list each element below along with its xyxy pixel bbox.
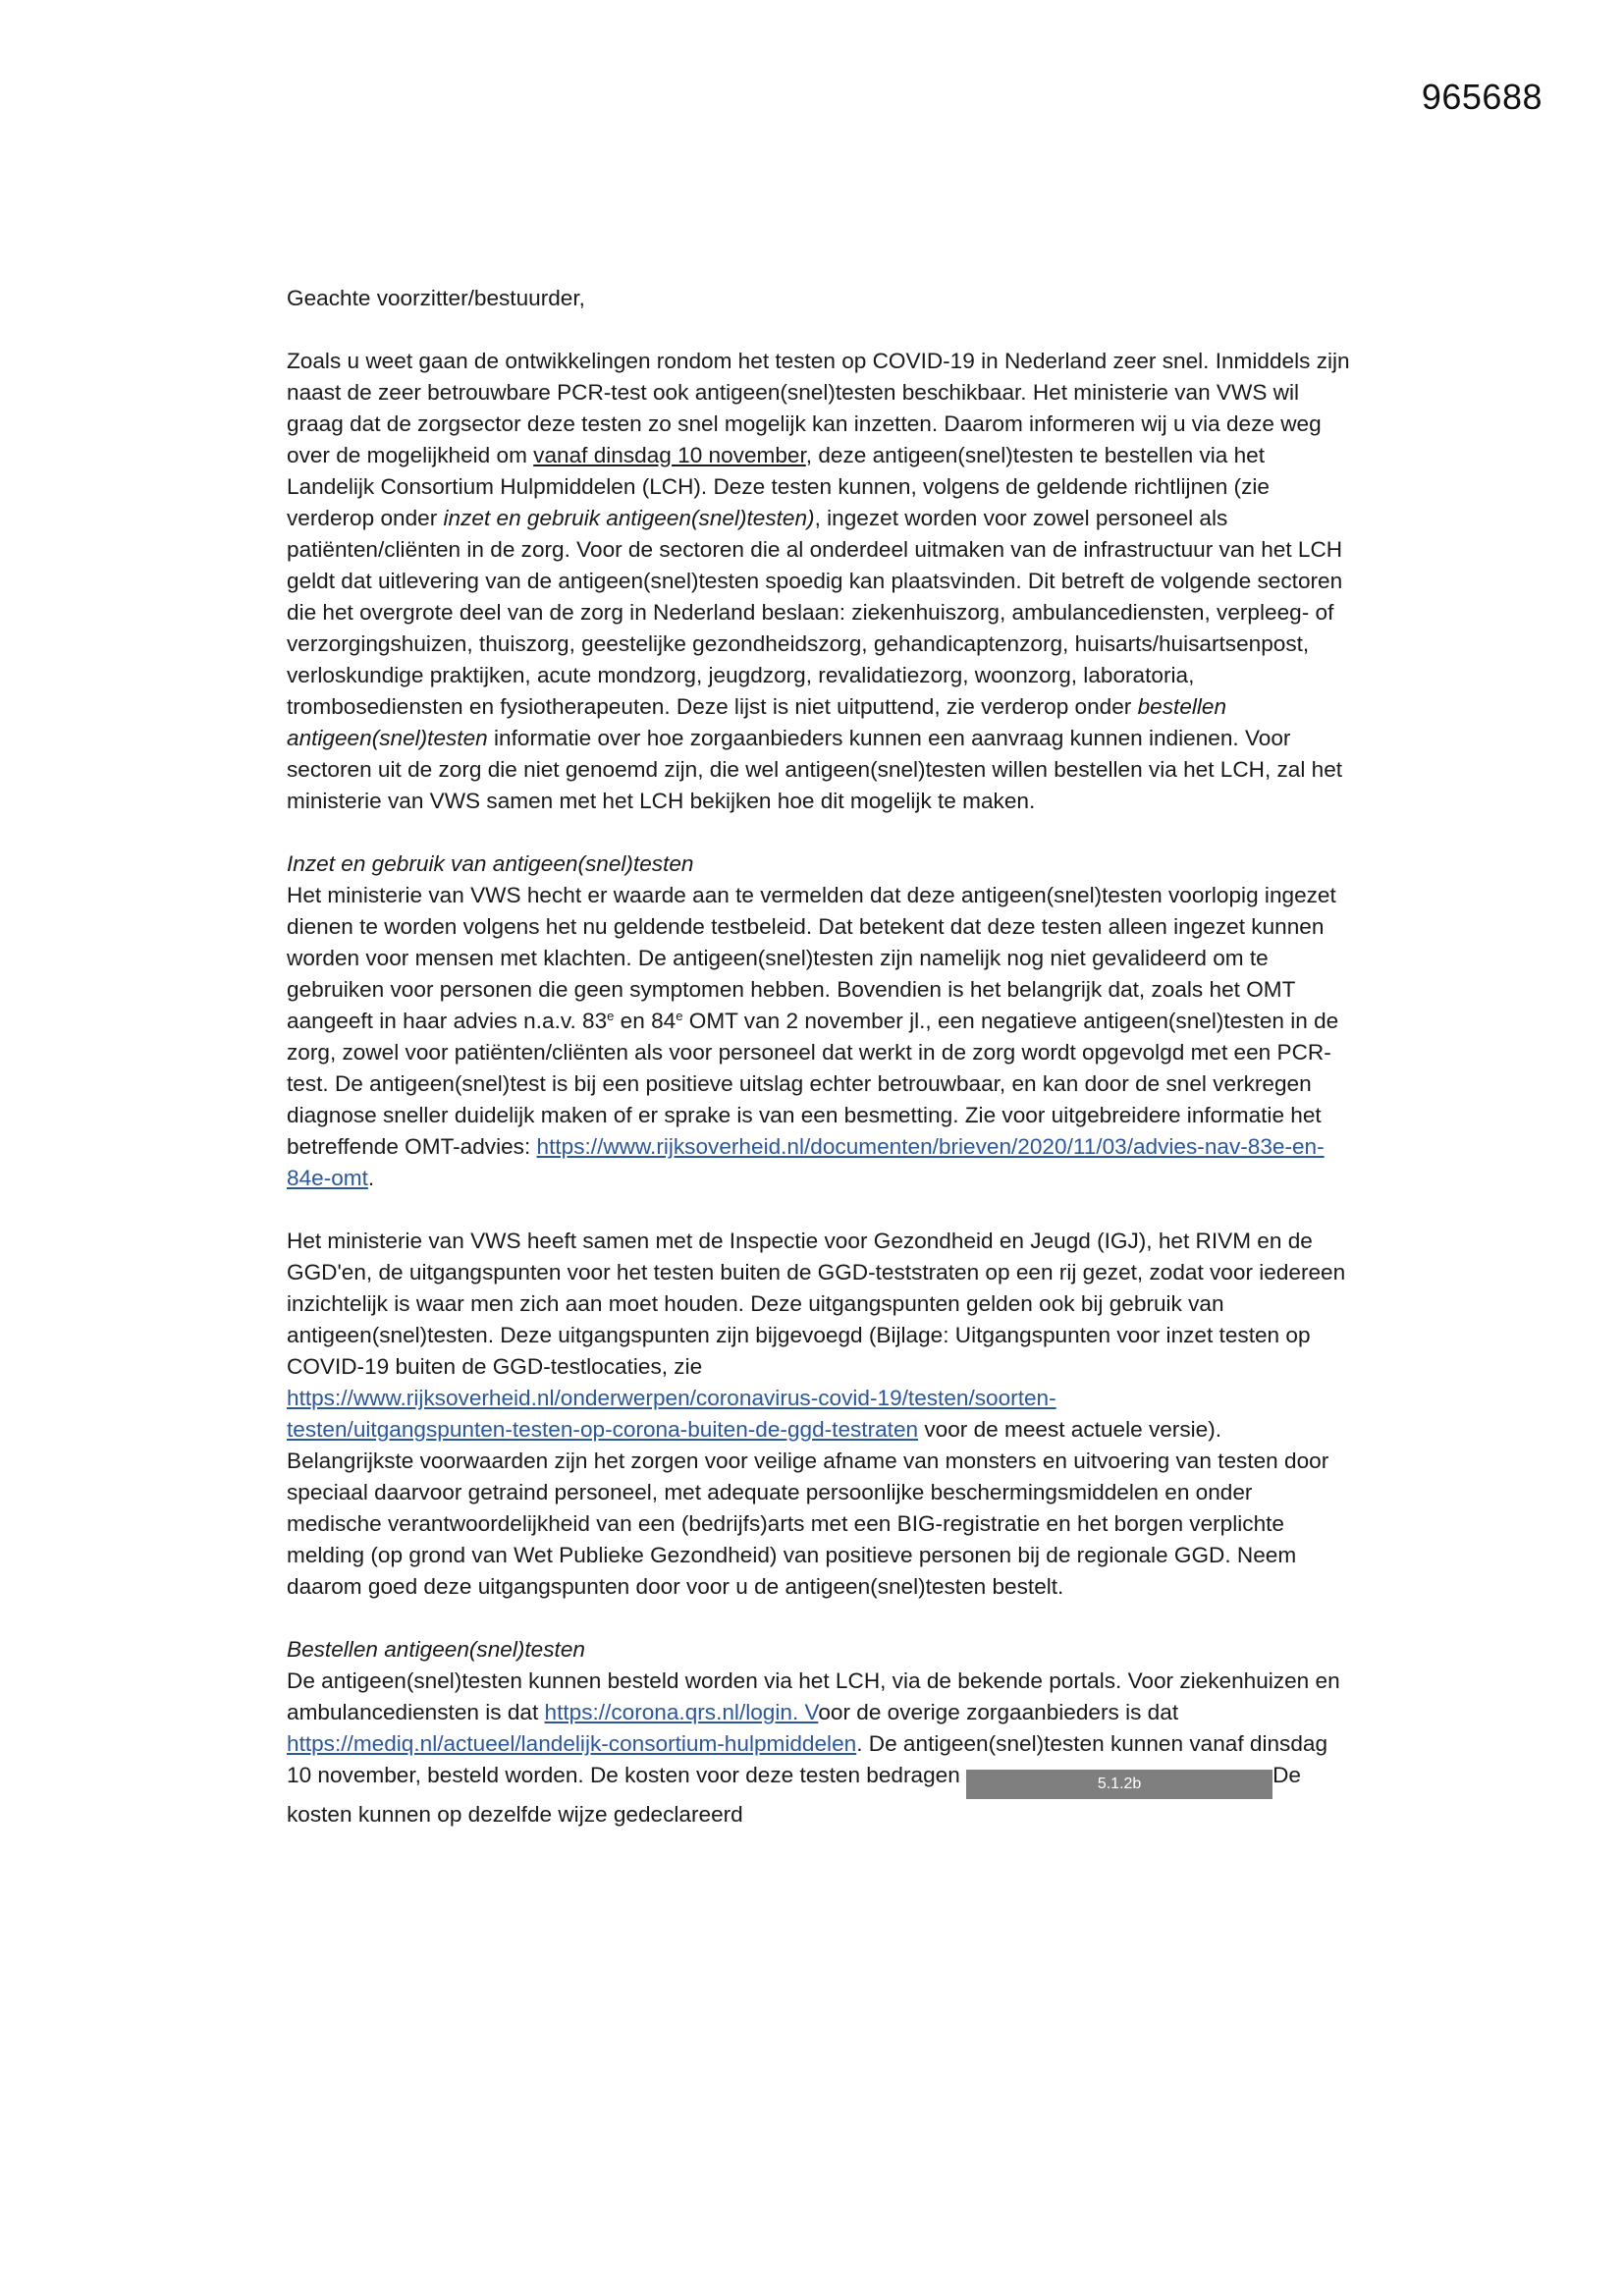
text-run: voor de meest actuele versie). Belangrijkste voorwaarden zijn het zorgen voor veilige afname van monsters en uitvoering van testen door speciaal daarvoor getraind personeel, met adequate persoonlijke beschermingsmiddelen en onder medische verantwoordelijkheid van een (bedrijfs)arts met een BIG-registratie en het borgen verplichte melding (op grond van Wet Publieke Gezondheid) van positieve personen bij de regionale GGD. Neem daarom goed deze uitgangspunten door voor u de antigeen(snel)testen bestelt. <box>287 1417 1329 1599</box>
text-run: en 84 <box>614 1009 677 1033</box>
text-run: De antigeen(snel)testen kunnen besteld worden via het LCH, via de bekende portals. Voor ziekenhuizen en ambulancediensten is dat <box>287 1668 1340 1724</box>
text-run: . <box>367 1166 375 1190</box>
inzet-paragraph <box>287 880 1353 1194</box>
omt-advies-link[interactable]: https://www.rijksoverheid.nl/documenten/brieven/2020/11/03/advies-nav-83e-en-84e-omt <box>287 1134 1325 1190</box>
superscript: e <box>676 1009 683 1023</box>
uitgangspunten-link-part2[interactable]: testen/uitgangspunten-testen-op-corona-buiten-de-ggd-testraten <box>287 1417 919 1442</box>
text-run: Zoals u weet gaan de ontwikkelingen rondom het testen op COVID-19 in Nederland zeer snel. Inmiddels zijn naast de zeer betrouwbare PCR-test ook antigeen(snel)testen beschikbaar. Het ministerie van VWS wil graag dat de zorgsector deze testen zo snel mogelijk kan inzetten. Daarom informeren wij u via deze weg over de mogelijkheid om <box>287 349 1350 467</box>
uitgangspunten-link-part1[interactable]: https://www.rijksoverheid.nl/onderwerpen/coronavirus-covid-19/testen/soorten- <box>287 1386 1056 1410</box>
text-run: De kosten kunnen op dezelfde wijze gedeclareerd <box>287 1763 1301 1827</box>
bestellen-paragraph <box>287 1666 1353 1831</box>
text-run: . De antigeen(snel)testen kunnen vanaf dinsdag 10 november, besteld worden. De kosten voor deze testen bedragen <box>287 1731 1328 1787</box>
corona-qrs-link[interactable]: https://corona.qrs.nl/login. V <box>544 1700 819 1724</box>
text-run: , deze antigeen(snel)testen te bestellen via het Landelijk Consortium Hulpmiddelen (LCH). Deze testen kunnen, volgens de geldende richtlijnen (zie verderop onder <box>287 443 1270 530</box>
text-run: informatie over hoe zorgaanbieders kunnen een aanvraag kunnen indienen. Voor sectoren uit de zorg die niet genoemd zijn, die wel antigeen(snel)testen willen bestellen via het LCH, zal het ministerie van VWS samen met het LCH bekijken hoe dit mogelijk te maken. <box>287 726 1343 813</box>
text-run: Het ministerie van VWS heeft samen met de Inspectie voor Gezondheid en Jeugd (IGJ), het RIVM en de GGD'en, de uitgangspunten voor het testen buiten de GGD-teststraten op een rij gezet, zodat voor iedereen inzichtelijk is waar men zich aan moet houden. Deze uitgangspunten gelden ook bij gebruik van antigeen(snel)testen. Deze uitgangspunten zijn bijgevoegd (Bijlage: Uitgangspunten voor inzet testen op COVID-19 buiten de GGD-testlocaties, zie <box>287 1229 1346 1379</box>
redaction-box: 5.1.2b <box>966 1770 1272 1799</box>
text-run: OMT van 2 november jl., een negatieve antigeen(snel)testen in de zorg, zowel voor patiënten/cliënten als voor personeel dat werkt in de zorg wordt opgevolgd met een PCR-test. De antigeen(snel)test is bij een positieve uitslag echter betrouwbaar, en kan door de snel verkregen diagnose sneller duidelijk maken of er sprake is van een besmetting. Zie voor uitgebreidere informatie het betreffende OMT-advies: <box>287 1009 1339 1159</box>
letter-body <box>287 283 1353 1831</box>
italic-reference: inzet en gebruik antigeen(snel)testen) <box>443 506 815 530</box>
text-run: , ingezet worden voor zowel personeel als patiënten/cliënten in de zorg. Voor de sectoren die al onderdeel uitmaken van de infrastructuur van het LCH geldt dat uitlevering van de antigeen(snel)testen spoedig kan plaatsvinden. Dit betreft de volgende sectoren die het overgrote deel van de zorg in Nederland beslaan: ziekenhuiszorg, ambulancediensten, verpleeg- of verzorgingshuizen, thuiszorg, geestelijke gezondheidszorg, gehandicaptenzorg, huisarts/huisartsenpost, verloskundige praktijken, acute mondzorg, jeugdzorg, revalidatiezorg, woonzorg, laboratoria, trombosediensten en fysiotherapeuten. Deze lijst is niet uitputtend, zie verderop onder <box>287 506 1343 719</box>
superscript: e <box>607 1009 615 1023</box>
uitgangspunten-paragraph <box>287 1226 1353 1603</box>
section-heading-inzet: Inzet en gebruik van antigeen(snel)testen <box>287 851 694 876</box>
text-run: Het ministerie van VWS hecht er waarde aan te vermelden dat deze antigeen(snel)testen voorlopig ingezet dienen te worden volgens het nu geldende testbeleid. Dat betekent dat deze testen alleen ingezet kunnen worden voor mensen met klachten. De antigeen(snel)testen zijn namelijk nog niet gevalideerd om te gebruiken voor personen die geen symptomen hebben. Bovendien is het belangrijk dat, zoals het OMT aangeeft in haar advies n.a.v. 83 <box>287 883 1336 1033</box>
document-number: 965688 <box>1421 77 1543 117</box>
date-underlined: vanaf dinsdag 10 november <box>533 443 806 467</box>
italic-reference: bestellen antigeen(snel)testen <box>287 694 1227 750</box>
text-run: oor de overige zorgaanbieders is dat <box>818 1700 1179 1724</box>
mediq-link[interactable]: https://mediq.nl/actueel/landelijk-consortium-hulpmiddelen <box>287 1731 857 1756</box>
section-heading-bestellen: Bestellen antigeen(snel)testen <box>287 1637 585 1662</box>
salutation: Geachte voorzitter/bestuurder, <box>287 286 585 310</box>
intro-paragraph <box>287 346 1353 817</box>
